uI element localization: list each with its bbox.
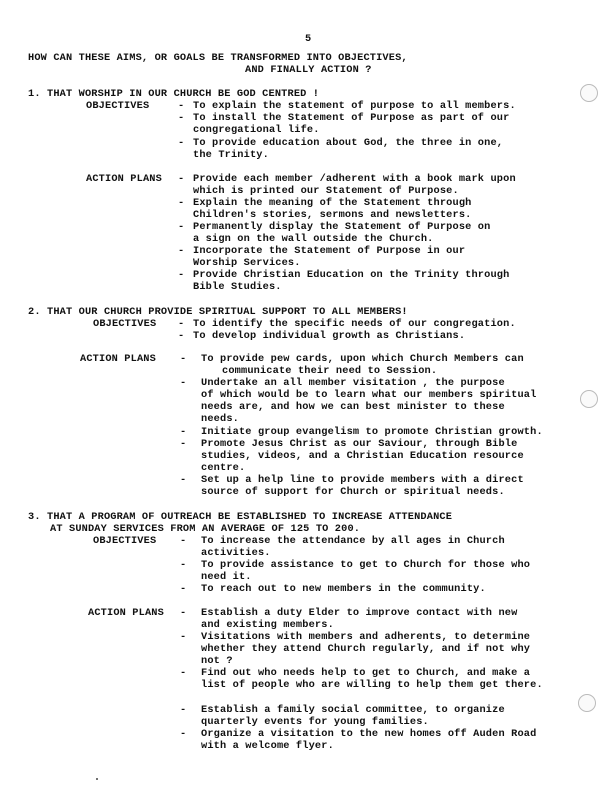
goal-1-objective: To install the Statement of Purpose as part of our	[193, 112, 510, 124]
goal-3-objective: To provide assistance to get to Church for those who	[201, 559, 531, 571]
dash: -	[180, 607, 187, 619]
goal-3-action: not ?	[201, 655, 233, 667]
goal-3-action: Find out who needs help to get to Church, and make a	[201, 667, 531, 679]
goal-2-action: of which would be to learn what our members spiritual	[201, 389, 537, 401]
dash: -	[178, 330, 185, 342]
goal-3-action-label: ACTION PLANS	[88, 607, 164, 619]
goal-2-action: centre.	[201, 462, 246, 474]
goal-2-action: needs.	[201, 413, 239, 425]
goal-1-action: Explain the meaning of the Statement through	[193, 197, 472, 209]
goal-1-objective: To provide education about God, the three in one,	[193, 137, 504, 149]
goal-3-objectives-label: OBJECTIVES	[93, 535, 157, 547]
goal-2-action: needs are, and how we can best minister to these	[201, 401, 505, 413]
heading-line-1: HOW CAN THESE AIMS, OR GOALS BE TRANSFORMED INTO OBJECTIVES,	[28, 52, 408, 64]
goal-1-action: Worship Services.	[193, 257, 301, 269]
dash: -	[180, 704, 187, 716]
goal-2-action: studies, videos, and a Christian Education resource	[201, 450, 524, 462]
goal-2-action: To provide pew cards, upon which Church Members can	[201, 353, 524, 365]
goal-1-action: Provide Christian Education on the Trinity through	[193, 269, 510, 281]
goal-2-title: 2. THAT OUR CHURCH PROVIDE SPIRITUAL SUPPORT TO ALL MEMBERS!	[28, 306, 408, 318]
goal-1-action: Children's stories, sermons and newsletters.	[193, 209, 472, 221]
dash: -	[178, 100, 185, 112]
goal-2-objective: To identify the specific needs of our congregation.	[193, 318, 516, 330]
dash: -	[180, 559, 187, 571]
goal-1-title: 1. THAT WORSHIP IN OUR CHURCH BE GOD CENTRED !	[28, 88, 320, 100]
goal-1-objective: the Trinity.	[193, 149, 269, 161]
goal-3-action: with a welcome flyer.	[201, 740, 334, 752]
goal-2-action: Undertake an all member visitation , the purpose	[201, 377, 505, 389]
goal-2-action: Set up a help line to provide members with a direct	[201, 474, 524, 486]
goal-3-title-line-2: AT SUNDAY SERVICES FROM AN AVERAGE OF 125 TO 200.	[50, 523, 361, 535]
goal-2-action: Initiate group evangelism to promote Christian growth.	[201, 426, 543, 438]
dash: -	[178, 269, 185, 281]
punch-hole-bottom	[578, 694, 596, 712]
dash: -	[178, 173, 185, 185]
goal-1-action-label: ACTION PLANS	[86, 173, 162, 185]
goal-3-action: Visitations with members and adherents, to determine	[201, 631, 531, 643]
goal-1-objectives-label: OBJECTIVES	[86, 100, 150, 112]
goal-3-objective: To increase the attendance by all ages in Church	[201, 535, 505, 547]
goal-1-objective: congregational life.	[193, 124, 320, 136]
goal-3-action: and existing members.	[201, 619, 334, 631]
goal-3-objective: need it.	[201, 571, 252, 583]
dash: -	[180, 631, 187, 643]
goal-1-action: which is printed our Statement of Purpose.	[193, 185, 459, 197]
goal-2-action: Promote Jesus Christ as our Saviour, through Bible	[201, 438, 518, 450]
dash: -	[180, 474, 187, 486]
dash: -	[180, 438, 187, 450]
goal-3-action: Organize a visitation to the new homes off Auden Road	[201, 728, 537, 740]
page-number: 5	[305, 33, 312, 45]
dash: -	[180, 535, 187, 547]
goal-2-objectives-label: OBJECTIVES	[93, 318, 157, 330]
scan-speck	[96, 778, 98, 780]
dash: -	[178, 137, 185, 149]
dash: -	[178, 197, 185, 209]
dash: -	[178, 318, 185, 330]
goal-1-action: Provide each member /adherent with a book mark upon	[193, 173, 516, 185]
dash: -	[178, 245, 185, 257]
goal-1-action: Permanently display the Statement of Purpose on	[193, 221, 491, 233]
goal-1-action: Bible Studies.	[193, 281, 282, 293]
goal-2-action: communicate their need to Session.	[222, 365, 438, 377]
goal-3-objective: To reach out to new members in the community.	[201, 583, 486, 595]
goal-2-action: source of support for Church or spiritual needs.	[201, 486, 505, 498]
dash: -	[180, 667, 187, 679]
goal-2-objective: To develop individual growth as Christians.	[193, 330, 466, 342]
punch-hole-middle	[580, 390, 598, 408]
dash: -	[178, 221, 185, 233]
goal-3-action: whether they attend Church regularly, and if not why	[201, 643, 531, 655]
punch-hole-top	[580, 84, 598, 102]
dash: -	[180, 353, 187, 365]
goal-1-action: a sign on the wall outside the Church.	[193, 233, 434, 245]
dash: -	[180, 583, 187, 595]
goal-3-title-line-1: 3. THAT A PROGRAM OF OUTREACH BE ESTABLISHED TO INCREASE ATTENDANCE	[28, 511, 453, 523]
dash: -	[180, 426, 187, 438]
goal-3-action: Establish a duty Elder to improve contact with new	[201, 607, 518, 619]
goal-3-objective: activities.	[201, 547, 271, 559]
dash: -	[180, 377, 187, 389]
goal-2-action-label: ACTION PLANS	[80, 353, 156, 365]
dash: -	[180, 728, 187, 740]
dash: -	[178, 112, 185, 124]
goal-1-objective: To explain the statement of purpose to all members.	[193, 100, 516, 112]
goal-1-action: Incorporate the Statement of Purpose in our	[193, 245, 466, 257]
goal-3-action: Establish a family social committee, to organize	[201, 704, 505, 716]
heading-line-2: AND FINALLY ACTION ?	[245, 64, 372, 76]
goal-3-action: quarterly events for young families.	[201, 716, 429, 728]
goal-3-action: list of people who are willing to help them get there.	[201, 679, 543, 691]
